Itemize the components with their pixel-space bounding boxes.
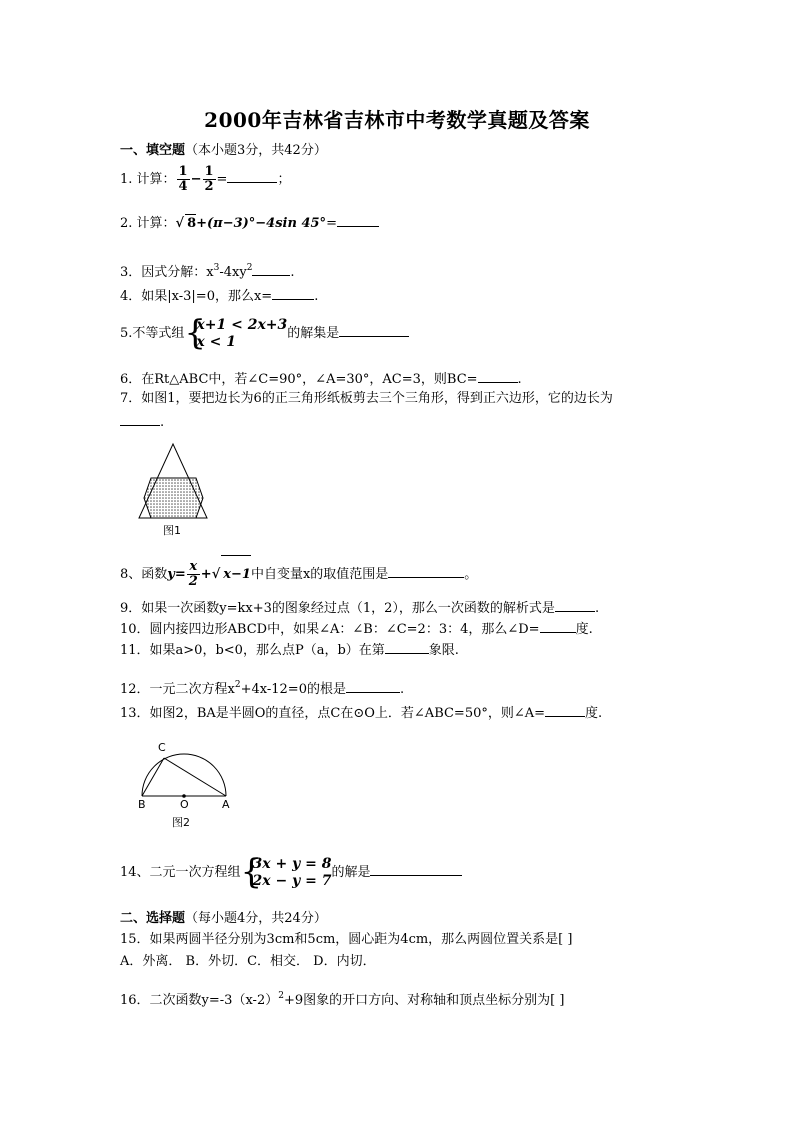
q8-fraction [187, 560, 200, 589]
q8-num: x [187, 560, 200, 575]
q3-text-b: -4xy [219, 265, 247, 280]
q15-options: A．外离． B．外切．C．相交． D．内切． [120, 954, 376, 969]
q8-den: 2 [188, 574, 198, 589]
q8-radicand: x−1 [221, 555, 251, 594]
question-2 [120, 213, 379, 233]
q1-answer-blank [227, 169, 277, 183]
q8-plus: + [200, 567, 212, 582]
q13-text: 13．如图2，BA是半圆O的直径，点C在⊙O上．若∠ABC=50°，则∠A= [120, 706, 546, 721]
section-2-note: （每小题4分，共24分） [185, 911, 327, 926]
q2-expression: +(π−3)°−4sin 45° [196, 216, 327, 231]
q16-text-a: 16．二次函数y=-3（x-2） [120, 993, 279, 1008]
q4-text: 4．如果|x-3|=0，那么x= [120, 289, 273, 304]
q3-tail: . [290, 265, 295, 280]
figure-1-caption: 图1 [163, 524, 181, 537]
page-title: 2000年吉林省吉林市中考数学真题及答案 [204, 108, 590, 132]
q1-prefix: 1. 计算： [120, 172, 176, 187]
q5-brace: { [184, 312, 207, 353]
section-2-heading [120, 910, 327, 928]
q5-suffix: 的解集是 [287, 326, 340, 341]
q9-answer-blank [555, 598, 595, 612]
q3-answer-blank [252, 262, 290, 276]
figure-1-triangle-hexagon [135, 440, 215, 522]
question-12 [120, 676, 404, 699]
q16-sup: 2 [278, 991, 284, 1001]
q6-tail: . [517, 372, 522, 387]
q14-brace: { [240, 851, 263, 892]
chord-ca [164, 758, 226, 796]
q3-sup-2: 2 [246, 263, 253, 273]
question-9 [120, 598, 599, 618]
q7-answer-blank [120, 412, 160, 426]
question-11 [120, 640, 459, 660]
q13-tail: 度. [585, 706, 603, 721]
q2-radicand: 8 [187, 216, 197, 231]
q12-answer-blank [346, 679, 400, 693]
q14-row-1: 3x + y = 8 [252, 855, 332, 872]
q14-prefix: 14、二元一次方程组 [120, 865, 241, 880]
q13-answer-blank [545, 703, 585, 717]
q5-prefix: 5.不等式组 [120, 326, 185, 341]
q7-tail: . [160, 415, 165, 430]
q8-tail: 。 [464, 567, 478, 582]
question-14 [120, 853, 462, 893]
q11-tail: 象限. [428, 643, 459, 658]
q7-text: 7．如图1，要把边长为6的正三角形纸板剪去三个三角形，得到正六边形，它的边长为 [120, 391, 613, 406]
question-1 [120, 162, 290, 198]
q2-answer-blank [337, 213, 379, 227]
q8-suffix: 中自变量x的取值范围是 [250, 567, 389, 582]
label-a: A [222, 798, 230, 811]
q14-row-2: 2x − y = 7 [252, 872, 332, 889]
question-7 [120, 390, 613, 408]
q11-answer-blank [385, 640, 429, 654]
q1-minus: − [190, 172, 202, 187]
q1-f1-den: 4 [178, 179, 188, 194]
question-15-options [120, 953, 376, 971]
q1-equals: = [216, 172, 228, 187]
question-16 [120, 987, 564, 1010]
question-7-continued [120, 412, 164, 432]
q5-row-2: x < 1 [196, 333, 236, 350]
section-2-title: 二、选择题 [120, 911, 186, 926]
q8-answer-blank [388, 564, 464, 578]
question-5 [120, 314, 409, 354]
q2-radical-sign: √ [175, 216, 185, 231]
q1-f2-num: 1 [204, 164, 214, 179]
label-o: O [180, 798, 189, 811]
hexagon-shape [144, 478, 203, 518]
q1-f2-den: 2 [204, 179, 214, 194]
q10-text: 10．圆内接四边形ABCD中，如果∠A：∠B：∠C=2：3：4，那么∠D= [120, 622, 540, 637]
section-1-note: （本小题3分，共42分） [185, 143, 327, 158]
question-3 [120, 259, 295, 282]
q2-prefix: 2. 计算： [120, 216, 176, 231]
q8-y: y [167, 567, 175, 582]
figure-2 [132, 738, 242, 833]
q11-text: 11．如果a>0，b<0，那么点P（a，b）在第 [120, 643, 385, 658]
section-1-heading [120, 142, 327, 160]
section-1-title: 一、填空题 [120, 143, 186, 158]
question-13 [120, 703, 602, 723]
q15-text: 15．如果两圆半径分别为3cm和5cm，圆心距为4cm，那么两圆位置关系是[ ] [120, 932, 573, 947]
q1-tail: ； [277, 172, 291, 187]
label-b: B [138, 798, 146, 811]
q12-sup: 2 [234, 680, 241, 690]
q10-answer-blank [540, 619, 576, 633]
q16-text-b: +9图象的开口方向、对称轴和顶点坐标分别为[ ] [283, 993, 565, 1008]
q4-answer-blank [272, 286, 314, 300]
q8-equals: = [174, 567, 186, 582]
q12-tail: . [399, 682, 405, 697]
q5-inequality-system [184, 312, 288, 353]
q9-text: 9．如果一次函数y=kx+3的图象经过点（1，2），那么一次函数的解析式是 [120, 601, 555, 616]
q6-answer-blank [478, 369, 518, 383]
question-4 [120, 286, 318, 306]
question-10 [120, 619, 593, 639]
chord-bc [142, 758, 164, 796]
q6-text: 6．在Rt△ABC中，若∠C=90°，∠A=30°，AC=3，则BC= [120, 372, 478, 387]
q12-text-a: 12．一元二次方程x [120, 682, 235, 697]
q8-prefix: 8、函数 [120, 567, 168, 582]
figure-2-caption: 图2 [172, 816, 190, 829]
q10-tail: 度. [575, 622, 593, 637]
q3-text-a: 3．因式分解：x [120, 265, 214, 280]
q14-suffix: 的解是 [331, 865, 371, 880]
q8-radical-sign: √ [211, 567, 221, 582]
q5-answer-blank [339, 323, 409, 337]
q12-text-b: +4x-12=0的根是 [240, 682, 346, 697]
q1-fraction-2 [203, 165, 216, 194]
q4-tail: . [314, 289, 319, 304]
q3-sup-1: 3 [213, 263, 220, 273]
q5-row-1: x+1 < 2x+3 [196, 316, 288, 333]
question-6 [120, 369, 522, 389]
question-8 [120, 555, 477, 594]
q1-f1-num: 1 [178, 164, 188, 179]
q1-fraction-1 [177, 165, 190, 194]
q14-equation-system [240, 851, 332, 892]
figure-1 [135, 440, 215, 540]
q14-answer-blank [370, 862, 462, 876]
label-c: C [158, 741, 166, 754]
q9-tail: . [594, 601, 600, 616]
question-15 [120, 931, 572, 949]
q2-equals: = [326, 216, 337, 231]
